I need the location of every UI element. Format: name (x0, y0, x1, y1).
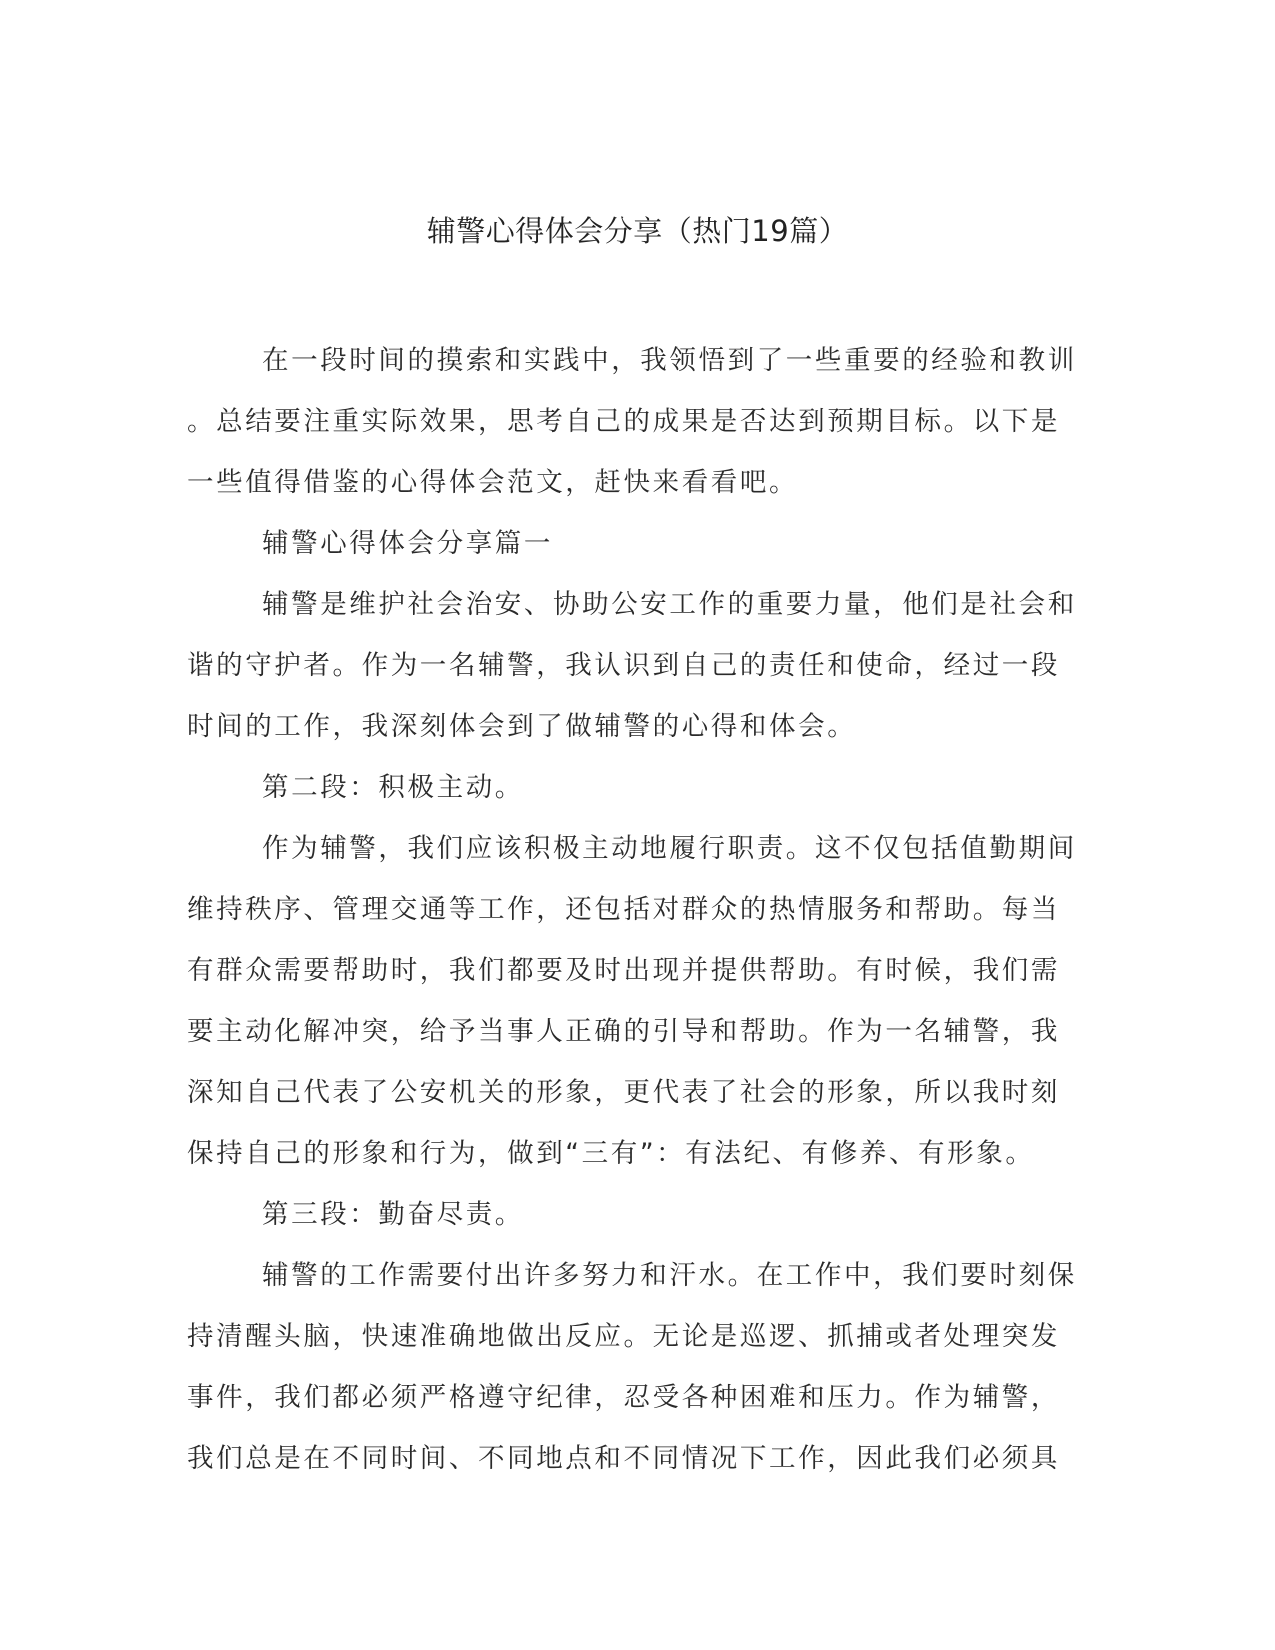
section-heading-text: 第三段：勤奋尽责。 (262, 1199, 524, 1230)
paragraph-line: 时间的工作，我深刻体会到了做辅警的心得和体会。 (187, 711, 857, 742)
paragraph-line: 保持自己的形象和行为，做到“三有”：有法纪、有修养、有形象。 (187, 1138, 1035, 1169)
paragraph-line: 我们总是在不同时间、不同地点和不同情况下工作，因此我们必须具 (187, 1443, 1060, 1474)
paragraph-1 (187, 574, 1087, 757)
document-title: 辅警心得体会分享（热门19篇） (426, 214, 849, 248)
section-heading (187, 757, 1087, 818)
paragraph-line: 辅警是维护社会治安、协助公安工作的重要力量，他们是社会和 (262, 589, 1077, 620)
section-heading (187, 1184, 1087, 1245)
section-heading (187, 513, 1087, 574)
paragraph-3 (187, 1245, 1087, 1489)
paragraph-line: 持清醒头脑，快速准确地做出反应。无论是巡逻、抓捕或者处理突发 (187, 1321, 1060, 1352)
paragraph-intro (187, 330, 1087, 513)
document-body (187, 330, 1087, 1489)
paragraph-line: 作为辅警，我们应该积极主动地履行职责。这不仅包括值勤期间 (262, 833, 1077, 864)
section-heading-text: 第二段：积极主动。 (262, 772, 524, 803)
paragraph-line: 。总结要注重实际效果，思考自己的成果是否达到预期目标。以下是 (187, 406, 1060, 437)
paragraph-line: 维持秩序、管理交通等工作，还包括对群众的热情服务和帮助。每当 (187, 894, 1060, 925)
paragraph-line: 深知自己代表了公安机关的形象，更代表了社会的形象，所以我时刻 (187, 1077, 1060, 1108)
paragraph-line: 有群众需要帮助时，我们都要及时出现并提供帮助。有时候，我们需 (187, 955, 1060, 986)
section-heading-text: 辅警心得体会分享篇一 (262, 528, 553, 559)
paragraph-line: 要主动化解冲突，给予当事人正确的引导和帮助。作为一名辅警，我 (187, 1016, 1060, 1047)
paragraph-line: 在一段时间的摸索和实践中，我领悟到了一些重要的经验和教训 (262, 345, 1077, 376)
paragraph-line: 事件，我们都必须严格遵守纪律，忍受各种困难和压力。作为辅警， (187, 1382, 1060, 1413)
paragraph-2 (187, 818, 1087, 1184)
paragraph-line: 谐的守护者。作为一名辅警，我认识到自己的责任和使命，经过一段 (187, 650, 1060, 681)
paragraph-line: 辅警的工作需要付出许多努力和汗水。在工作中，我们要时刻保 (262, 1260, 1077, 1291)
paragraph-line: 一些值得借鉴的心得体会范文，赶快来看看吧。 (187, 467, 799, 498)
